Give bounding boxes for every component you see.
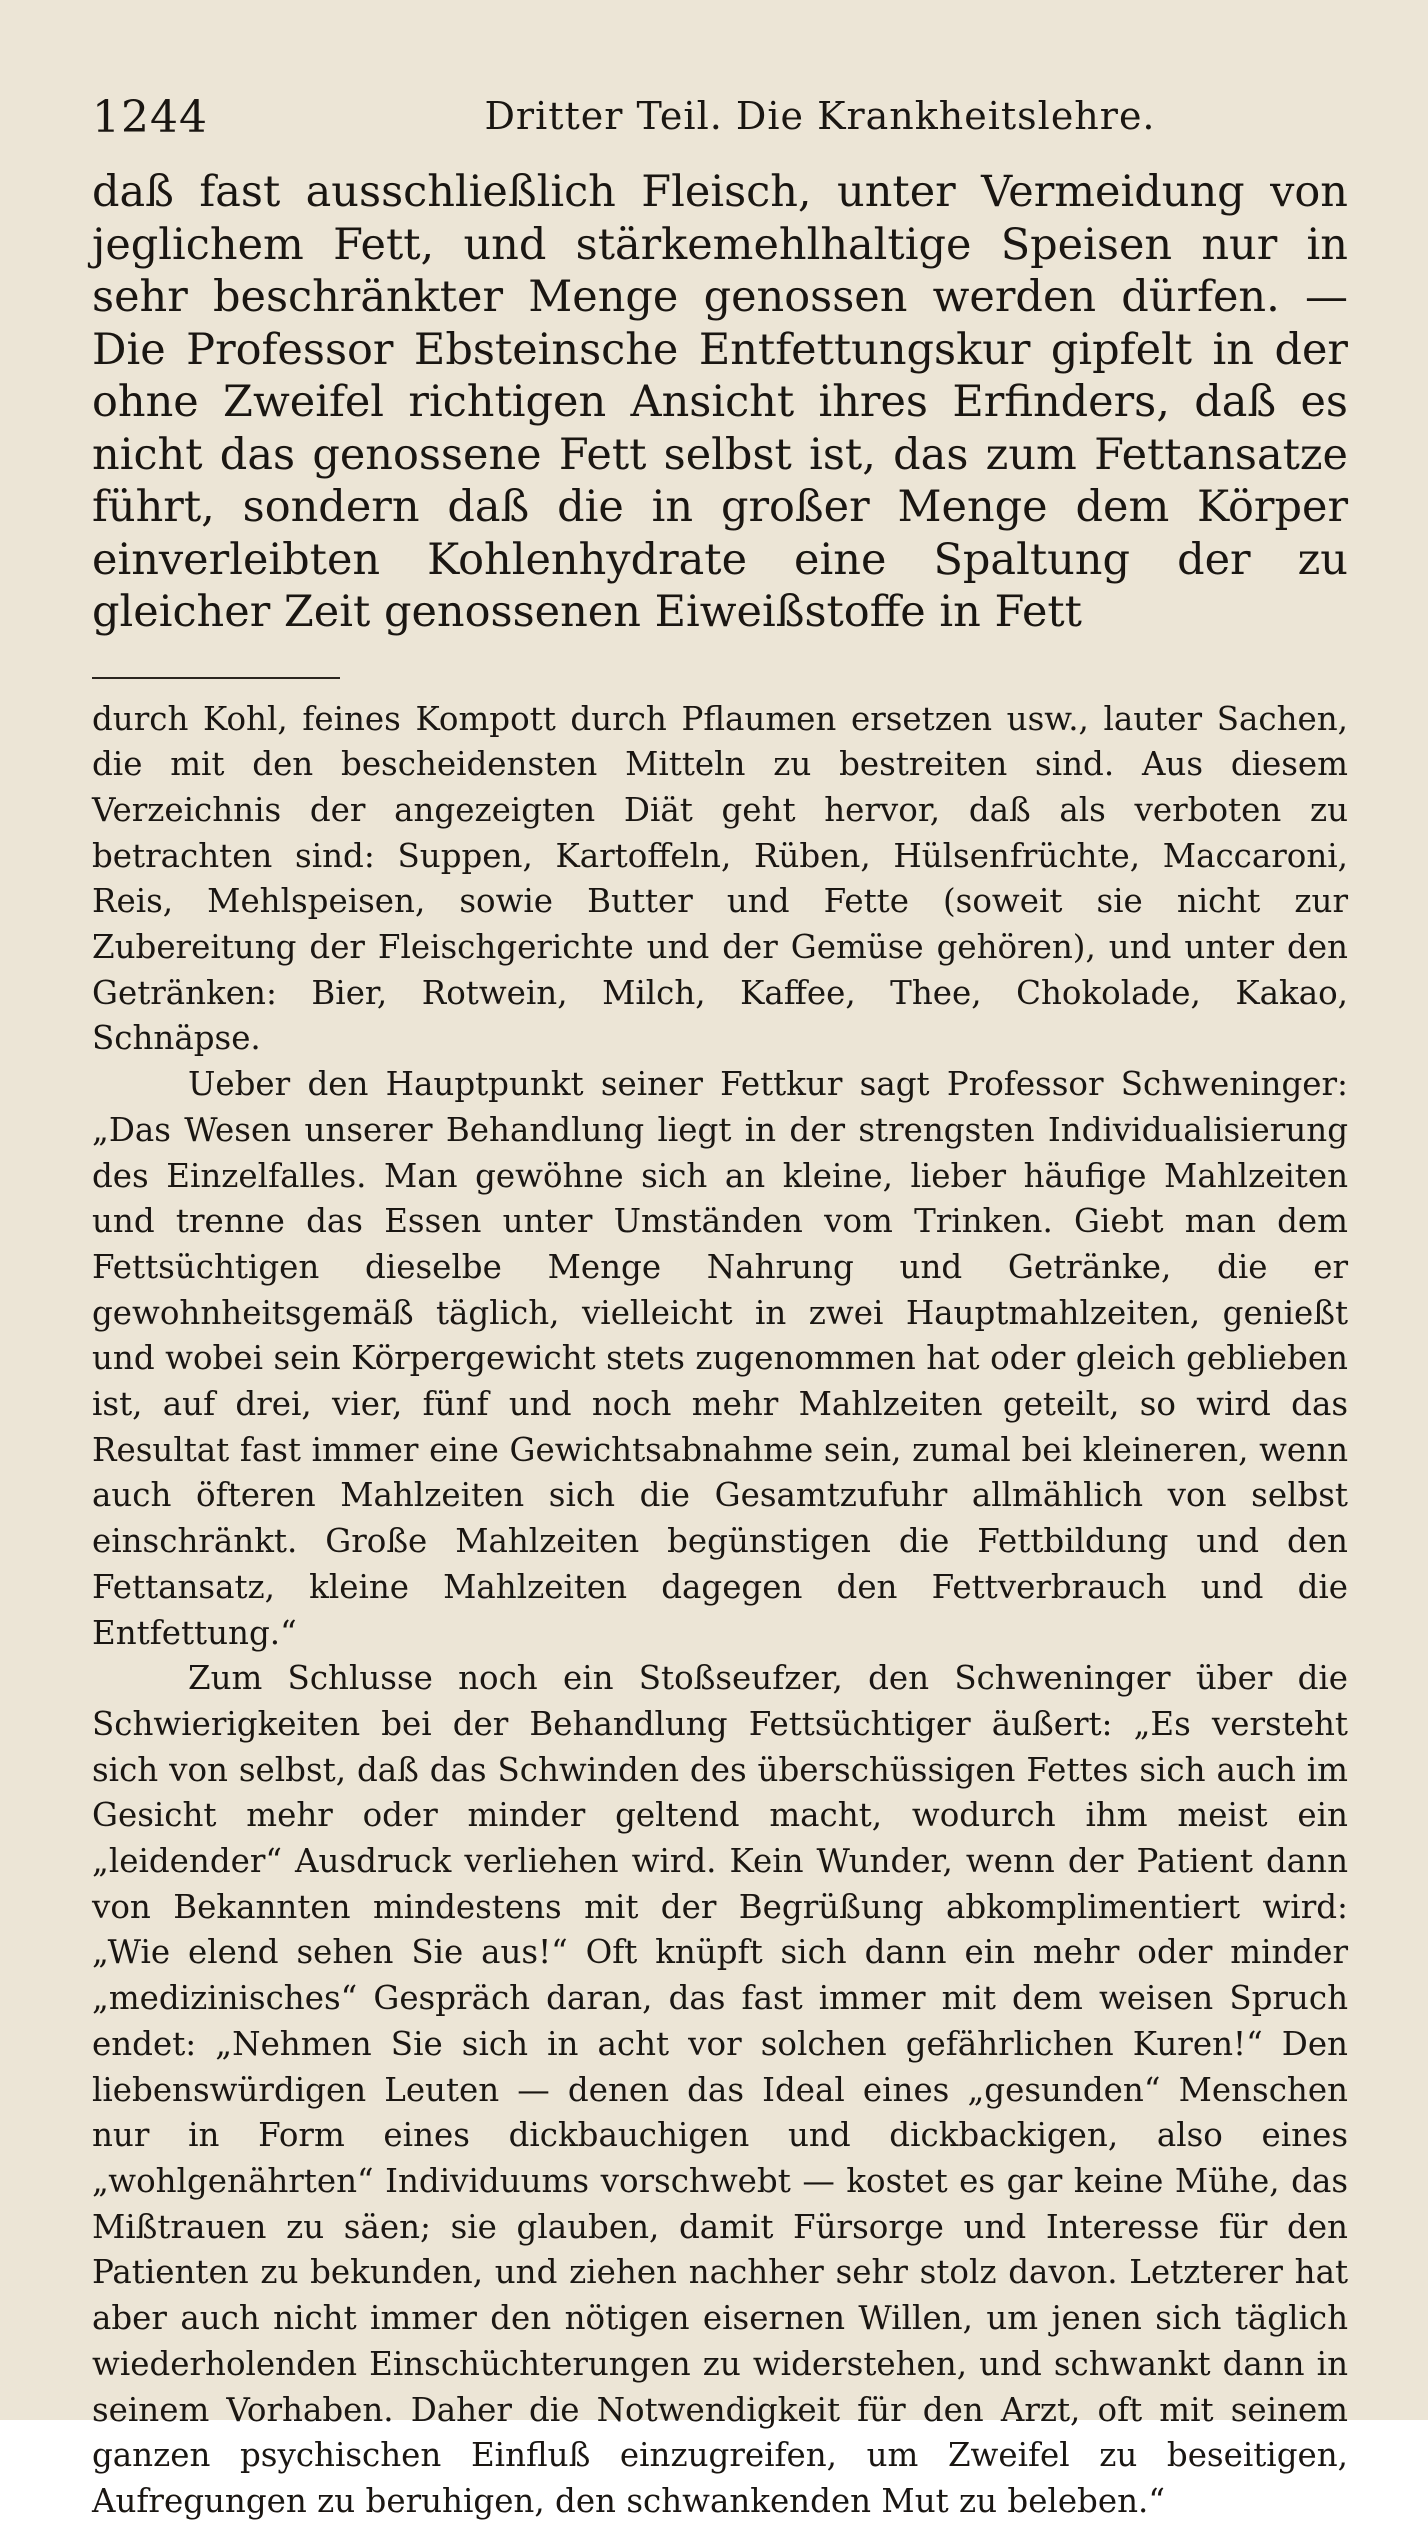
- footnotes: [92, 697, 1348, 2525]
- running-title: Dritter Teil. Die Krankheitslehre.: [484, 94, 1156, 138]
- main-paragraph: daß fast ausschließlich Fleisch, unter Vermeidung von jeglichem Fett, und stärkemehlhaltige Speisen nur in sehr beschränkter Menge genossen werden dürfen. — Die Professor Ebsteinsche Entfettungskur gipfelt in der ohne Zweifel richtigen Ansicht ihres Erfinders, daß es nicht das genossene Fett selbst ist, das zum Fettansatze führt, sondern daß die in großer Menge dem Körper einverleibten Kohlenhydrate eine Spaltung der zu gleicher Zeit genossenen Eiweißstoffe in Fett: [92, 167, 1348, 637]
- page-number: 1244: [92, 92, 208, 143]
- footnote-separator-rule: [92, 677, 340, 679]
- footnote-paragraph-schweninger-quote: Ueber den Hauptpunkt seiner Fettkur sagt Professor Schweninger: „Das Wesen unserer Behandlung liegt in der strengsten Individualisierung des Einzelfalles. Man gewöhne sich an kleine, lieber häufige Mahlzeiten und trenne das Essen unter Umständen vom Trinken. Giebt man dem Fettsüchtigen dieselbe Menge Nahrung und Getränke, die er gewohnheitsgemäß täglich, vielleicht in zwei Hauptmahlzeiten, genießt und wobei sein Körpergewicht stets zugenommen hat oder gleich geblieben ist, auf drei, vier, fünf und noch mehr Mahlzeiten geteilt, so wird das Resultat fast immer eine Gewichtsabnahme sein, zumal bei kleineren, wenn auch öfteren Mahlzeiten sich die Gesamtzufuhr allmählich von selbst einschränkt. Große Mahlzeiten begünstigen die Fettbildung und den Fettansatz, kleine Mahlzeiten dagegen den Fettverbrauch und die Entfettung.“: [92, 1065, 1348, 1652]
- main-text: [92, 166, 1348, 639]
- footnote-paragraph-continuation: durch Kohl, feines Kompott durch Pflaumen ersetzen usw., lauter Sachen, die mit den bescheidensten Mitteln zu bestreiten sind. Aus diesem Verzeichnis der angezeigten Diät geht hervor, daß als verboten zu betrachten sind: Suppen, Kartoffeln, Rüben, Hülsenfrüchte, Maccaroni, Reis, Mehlspeisen, sowie Butter und Fette (soweit sie nicht zur Zubereitung der Fleischgerichte und der Gemüse gehören), und unter den Getränken: Bier, Rotwein, Milch, Kaffee, Thee, Chokolade, Kakao, Schnäpse.: [92, 699, 1348, 1058]
- running-head: [92, 72, 1348, 152]
- footnote-paragraph-closing: Zum Schlusse noch ein Stoßseufzer, den Schweninger über die Schwierigkeiten bei der Behandlung Fettsüchtiger äußert: „Es versteht sich von selbst, daß das Schwinden des überschüssigen Fettes sich auch im Gesicht mehr oder minder geltend macht, wodurch ihm meist ein „leidender“ Ausdruck verliehen wird. Kein Wunder, wenn der Patient dann von Bekannten mindestens mit der Begrüßung abkomplimentiert wird: „Wie elend sehen Sie aus!“ Oft knüpft sich dann ein mehr oder minder „medizinisches“ Gespräch daran, das fast immer mit dem weisen Spruch endet: „Nehmen Sie sich in acht vor solchen gefährlichen Kuren!“ Den liebenswürdigen Leuten — denen das Ideal eines „gesunden“ Menschen nur in Form eines dickbauchigen und dickbackigen, also eines „wohlgenährten“ Individuums vorschwebt — kostet es gar keine Mühe, das Mißtrauen zu säen; sie glauben, damit Fürsorge und Interesse für den Patienten zu bekunden, und ziehen nachher sehr stolz davon. Letzterer hat aber auch nicht immer den nötigen eisernen Willen, um jenen sich täglich wiederholenden Einschüchterungen zu widerstehen, und schwankt dann in seinem Vorhaben. Daher die Notwendigkeit für den Arzt, oft mit seinem ganzen psychischen Einfluß einzugreifen, um Zweifel zu beseitigen, Aufregungen zu beruhigen, den schwankenden Mut zu beleben.“: [92, 1659, 1348, 2520]
